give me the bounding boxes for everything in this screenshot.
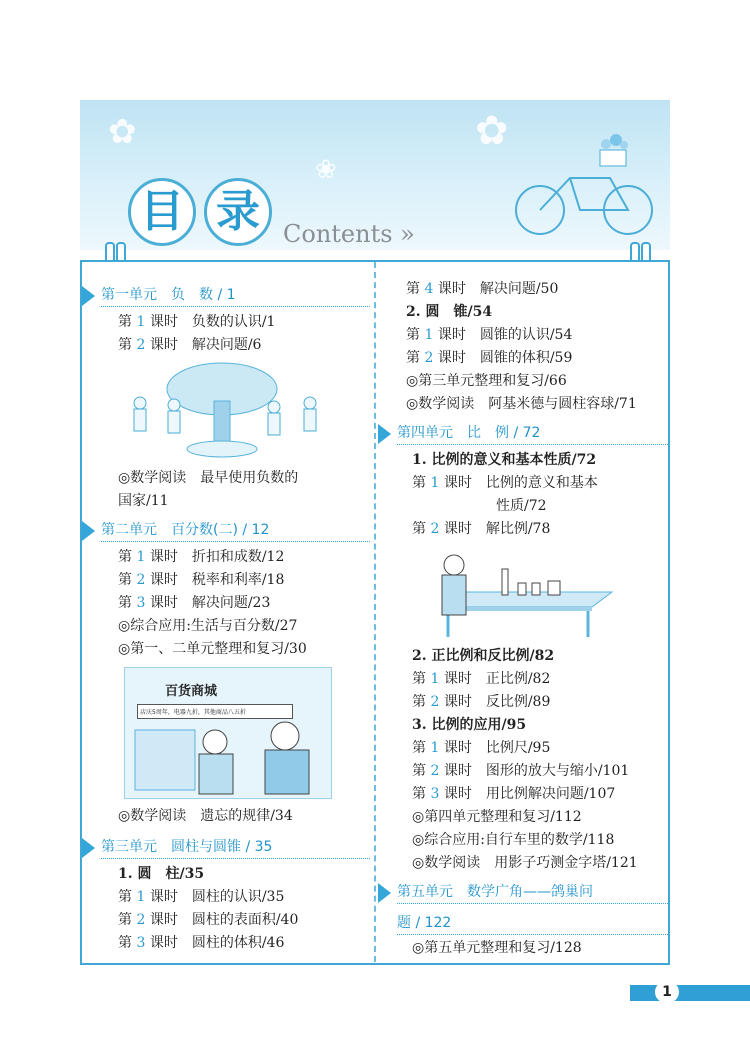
arrow-icon bbox=[82, 286, 95, 306]
section-heading[interactable]: 2. 正比例和反比例/82 bbox=[412, 648, 555, 664]
lesson-item[interactable]: 第 1 课时 负数的认识/1 bbox=[118, 314, 276, 330]
lesson-item[interactable]: 第 2 课时 税率和利率/18 bbox=[118, 572, 285, 588]
unit-2-heading[interactable]: 第二单元 百分数(二) / 12 bbox=[82, 519, 370, 542]
right-column bbox=[378, 278, 668, 960]
unit-5-heading[interactable]: 第五单元 数学广角——鸽巢问 bbox=[378, 881, 668, 904]
extra-item[interactable]: ◎综合应用:生活与百分数/27 bbox=[118, 618, 298, 634]
reading-item-cont: 国家/11 bbox=[118, 493, 169, 509]
left-column bbox=[82, 284, 370, 955]
extra-item[interactable]: ◎综合应用:自行车里的数学/118 bbox=[412, 832, 615, 848]
shop-illustration bbox=[124, 667, 332, 799]
lesson-item[interactable]: 第 2 课时 反比例/89 bbox=[412, 694, 551, 710]
lesson-item[interactable]: 第 3 课时 解决问题/23 bbox=[118, 595, 271, 611]
boy-table-illustration bbox=[422, 547, 622, 637]
lesson-item[interactable]: 第 1 课时 圆锥的认识/54 bbox=[406, 327, 573, 343]
lesson-item[interactable]: 第 2 课时 圆柱的表面积/40 bbox=[118, 912, 299, 928]
page-number: 1 bbox=[655, 981, 679, 1003]
shop-sign: 百货商城 bbox=[165, 684, 218, 699]
flower-decoration: ✿ bbox=[475, 108, 509, 154]
unit-1-heading[interactable]: 第一单元 负 数 / 1 bbox=[82, 284, 370, 307]
unit-5-heading-cont: 题 / 122 bbox=[378, 912, 668, 935]
flower-decoration: ❀ bbox=[315, 155, 337, 185]
title-char-2: 录 bbox=[204, 178, 272, 246]
title-char-1: 目 bbox=[128, 178, 196, 246]
lesson-item[interactable]: 第 1 课时 折扣和成数/12 bbox=[118, 549, 285, 565]
contents-subtitle: Contents » bbox=[283, 220, 415, 248]
arrow-icon bbox=[378, 424, 391, 444]
tree-children-illustration bbox=[122, 361, 332, 461]
unit-3-heading[interactable]: 第三单元 圆柱与圆锥 / 35 bbox=[82, 836, 370, 859]
shop-banner: 店庆5周年，电器九折，其他商品八五折 bbox=[137, 704, 293, 719]
arrow-icon bbox=[82, 521, 95, 541]
section-heading[interactable]: 2. 圆 锥/54 bbox=[406, 304, 493, 320]
lesson-item[interactable]: 第 2 课时 解比例/78 bbox=[412, 521, 551, 537]
page-tab bbox=[630, 985, 750, 1001]
extra-item[interactable]: ◎第五单元整理和复习/128 bbox=[412, 940, 582, 956]
extra-item[interactable]: ◎数学阅读 用影子巧测金字塔/121 bbox=[412, 855, 638, 871]
lesson-item[interactable]: 第 3 课时 圆柱的体积/46 bbox=[118, 935, 285, 951]
lesson-item[interactable]: 第 2 课时 解决问题/6 bbox=[118, 337, 262, 353]
column-divider bbox=[374, 262, 376, 962]
lesson-item[interactable]: 第 2 课时 圆锥的体积/59 bbox=[406, 350, 573, 366]
arrow-icon bbox=[82, 838, 95, 858]
lesson-item[interactable]: 第 4 课时 解决问题/50 bbox=[406, 281, 559, 297]
extra-item[interactable]: ◎第三单元整理和复习/66 bbox=[406, 373, 567, 389]
lesson-item[interactable]: 第 1 课时 正比例/82 bbox=[412, 671, 551, 687]
reading-item[interactable]: ◎数学阅读 遗忘的规律/34 bbox=[118, 808, 293, 824]
lesson-item-cont: 性质/72 bbox=[496, 498, 547, 514]
section-heading[interactable]: 1. 比例的意义和基本性质/72 bbox=[412, 452, 597, 468]
flower-decoration: ✿ bbox=[108, 112, 137, 152]
extra-item[interactable]: ◎数学阅读 阿基米德与圆柱容球/71 bbox=[406, 396, 637, 412]
lesson-item[interactable]: 第 1 课时 比例的意义和基本 bbox=[412, 475, 598, 491]
lesson-item[interactable]: 第 2 课时 图形的放大与缩小/101 bbox=[412, 763, 630, 779]
unit-4-heading[interactable]: 第四单元 比 例 / 72 bbox=[378, 422, 668, 445]
extra-item[interactable]: ◎第四单元整理和复习/112 bbox=[412, 809, 582, 825]
bicycle-illustration bbox=[510, 130, 660, 240]
arrow-icon bbox=[378, 883, 391, 903]
section-heading[interactable]: 1. 圆 柱/35 bbox=[118, 866, 205, 882]
lesson-item[interactable]: 第 1 课时 比例尺/95 bbox=[412, 740, 551, 756]
section-heading[interactable]: 3. 比例的应用/95 bbox=[412, 717, 527, 733]
extra-item[interactable]: ◎第一、二单元整理和复习/30 bbox=[118, 641, 307, 657]
shoppers-drawing bbox=[125, 720, 331, 796]
reading-item[interactable]: ◎数学阅读 最早使用负数的 bbox=[118, 470, 299, 486]
lesson-item[interactable]: 第 3 课时 用比例解决问题/107 bbox=[412, 786, 616, 802]
lesson-item[interactable]: 第 1 课时 圆柱的认识/35 bbox=[118, 889, 285, 905]
